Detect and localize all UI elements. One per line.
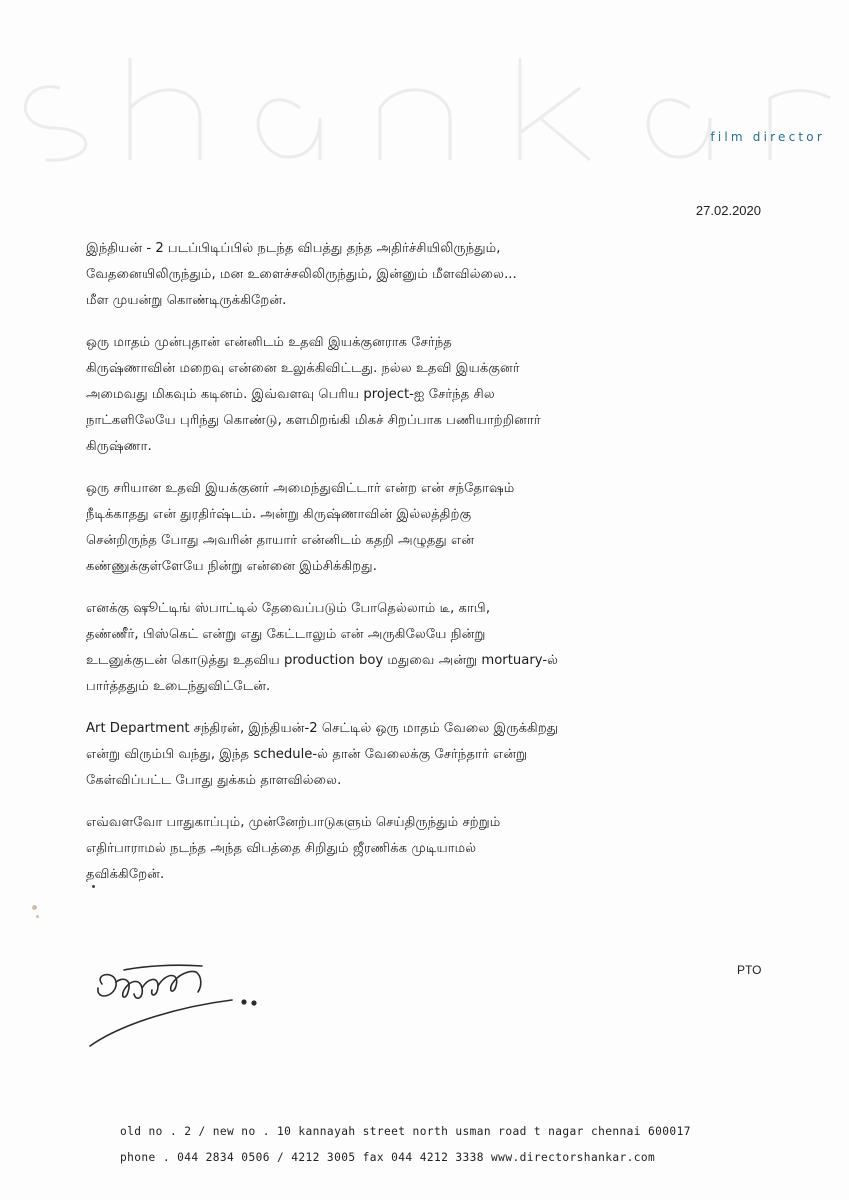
paragraph-3 bbox=[86, 476, 776, 580]
text-line: கண்ணுக்குள்ளேயே நின்று என்னை இம்சிக்கிறது. bbox=[86, 559, 377, 574]
text-line: கிருஷ்ணா. bbox=[86, 439, 152, 454]
text-line: எவ்வளவோ பாதுகாப்பும், முன்னேற்பாடுகளும் செய்திருந்தும் சற்றும் bbox=[86, 815, 501, 830]
text-line: கிருஷ்ணாவின் மறைவு என்னை உலுக்கிவிட்டது. நல்ல உதவி இயக்குனர் bbox=[86, 361, 520, 376]
paragraph-5 bbox=[86, 716, 776, 794]
paper-speck bbox=[92, 885, 95, 888]
text-line: வேதனையிலிருந்தும், மன உளைச்சலிலிருந்தும், இன்னும் மீளவில்லை... bbox=[86, 267, 517, 282]
text-line: நாட்களிலேயே புரிந்து கொண்டு, களமிறங்கி மிகச் சிறப்பாக பணியாற்றினார் bbox=[86, 413, 541, 428]
embossed-logo-watermark bbox=[0, 38, 849, 168]
footer-address: old no . 2 / new no . 10 kannayah street north usman road t nagar chennai 600017 bbox=[120, 1125, 691, 1138]
text-line: எதிர்பாராமல் நடந்த அந்த விபத்தை சிறிதும் ஜீரணிக்க முடியாமல் bbox=[86, 841, 477, 856]
text-line: கேள்விப்பட்ட போது துக்கம் தாளவில்லை. bbox=[86, 773, 342, 788]
pto-note: PTO bbox=[737, 963, 762, 977]
text-line: சென்றிருந்த போது அவரின் தாயார் என்னிடம் கதறி அழுதது என் bbox=[86, 533, 475, 548]
text-line: பார்த்ததும் உடைந்துவிட்டேன். bbox=[86, 679, 271, 694]
paper-speck bbox=[36, 915, 39, 918]
paragraph-6 bbox=[86, 810, 776, 888]
text-line: உடனுக்குடன் கொடுத்து உதவிய production boy மதுவை அன்று mortuary-ல் bbox=[86, 653, 559, 668]
text-line: இந்தியன் - 2 படப்பிடிப்பில் நடந்த விபத்து தந்த அதிர்ச்சியிலிருந்தும், bbox=[86, 241, 501, 256]
letter-body bbox=[86, 236, 776, 904]
letterhead-tagline: film director bbox=[710, 130, 825, 144]
text-line: அமைவது மிகவும் கடினம். இவ்வளவு பெரிய project-ஐ சேர்ந்த சில bbox=[86, 387, 495, 402]
text-line: ஒரு மாதம் முன்புதான் என்னிடம் உதவி இயக்குனராக சேர்ந்த bbox=[86, 335, 452, 350]
paragraph-2 bbox=[86, 330, 776, 460]
text-line: ஒரு சரியான உதவி இயக்குனர் அமைந்துவிட்டார் என்ற என் சந்தோஷம் bbox=[86, 481, 515, 496]
letter-date: 27.02.2020 bbox=[695, 203, 761, 218]
text-line: நீடிக்காதது என் துரதிர்ஷ்டம். அன்று கிருஷ்ணாவின் இல்லத்திற்கு bbox=[86, 507, 472, 522]
text-line: என்று விரும்பி வந்து, இந்த schedule-ல் தான் வேலைக்கு சேர்ந்தார் என்று bbox=[86, 747, 528, 762]
text-line: தண்ணீர், பிஸ்கெட் என்று எது கேட்டாலும் என் அருகிலேயே நின்று bbox=[86, 627, 486, 642]
handwritten-signature bbox=[84, 962, 294, 1062]
paragraph-4 bbox=[86, 596, 776, 700]
text-line: Art Department சந்திரன், இந்தியன்-2 செட்டில் ஒரு மாதம் வேலை இருக்கிறது bbox=[86, 721, 559, 736]
text-line: மீள முயன்று கொண்டிருக்கிறேன். bbox=[86, 293, 287, 308]
footer-contact: phone . 044 2834 0506 / 4212 3005 fax 044 4212 3338 www.directorshankar.com bbox=[120, 1151, 656, 1164]
text-line: தவிக்கிறேன். bbox=[86, 867, 165, 882]
text-line: எனக்கு ஷூட்டிங் ஸ்பாட்டில் தேவைப்படும் போதெல்லாம் டீ, காபி, bbox=[86, 601, 491, 616]
paper-speck bbox=[32, 905, 37, 910]
paragraph-1 bbox=[86, 236, 776, 314]
